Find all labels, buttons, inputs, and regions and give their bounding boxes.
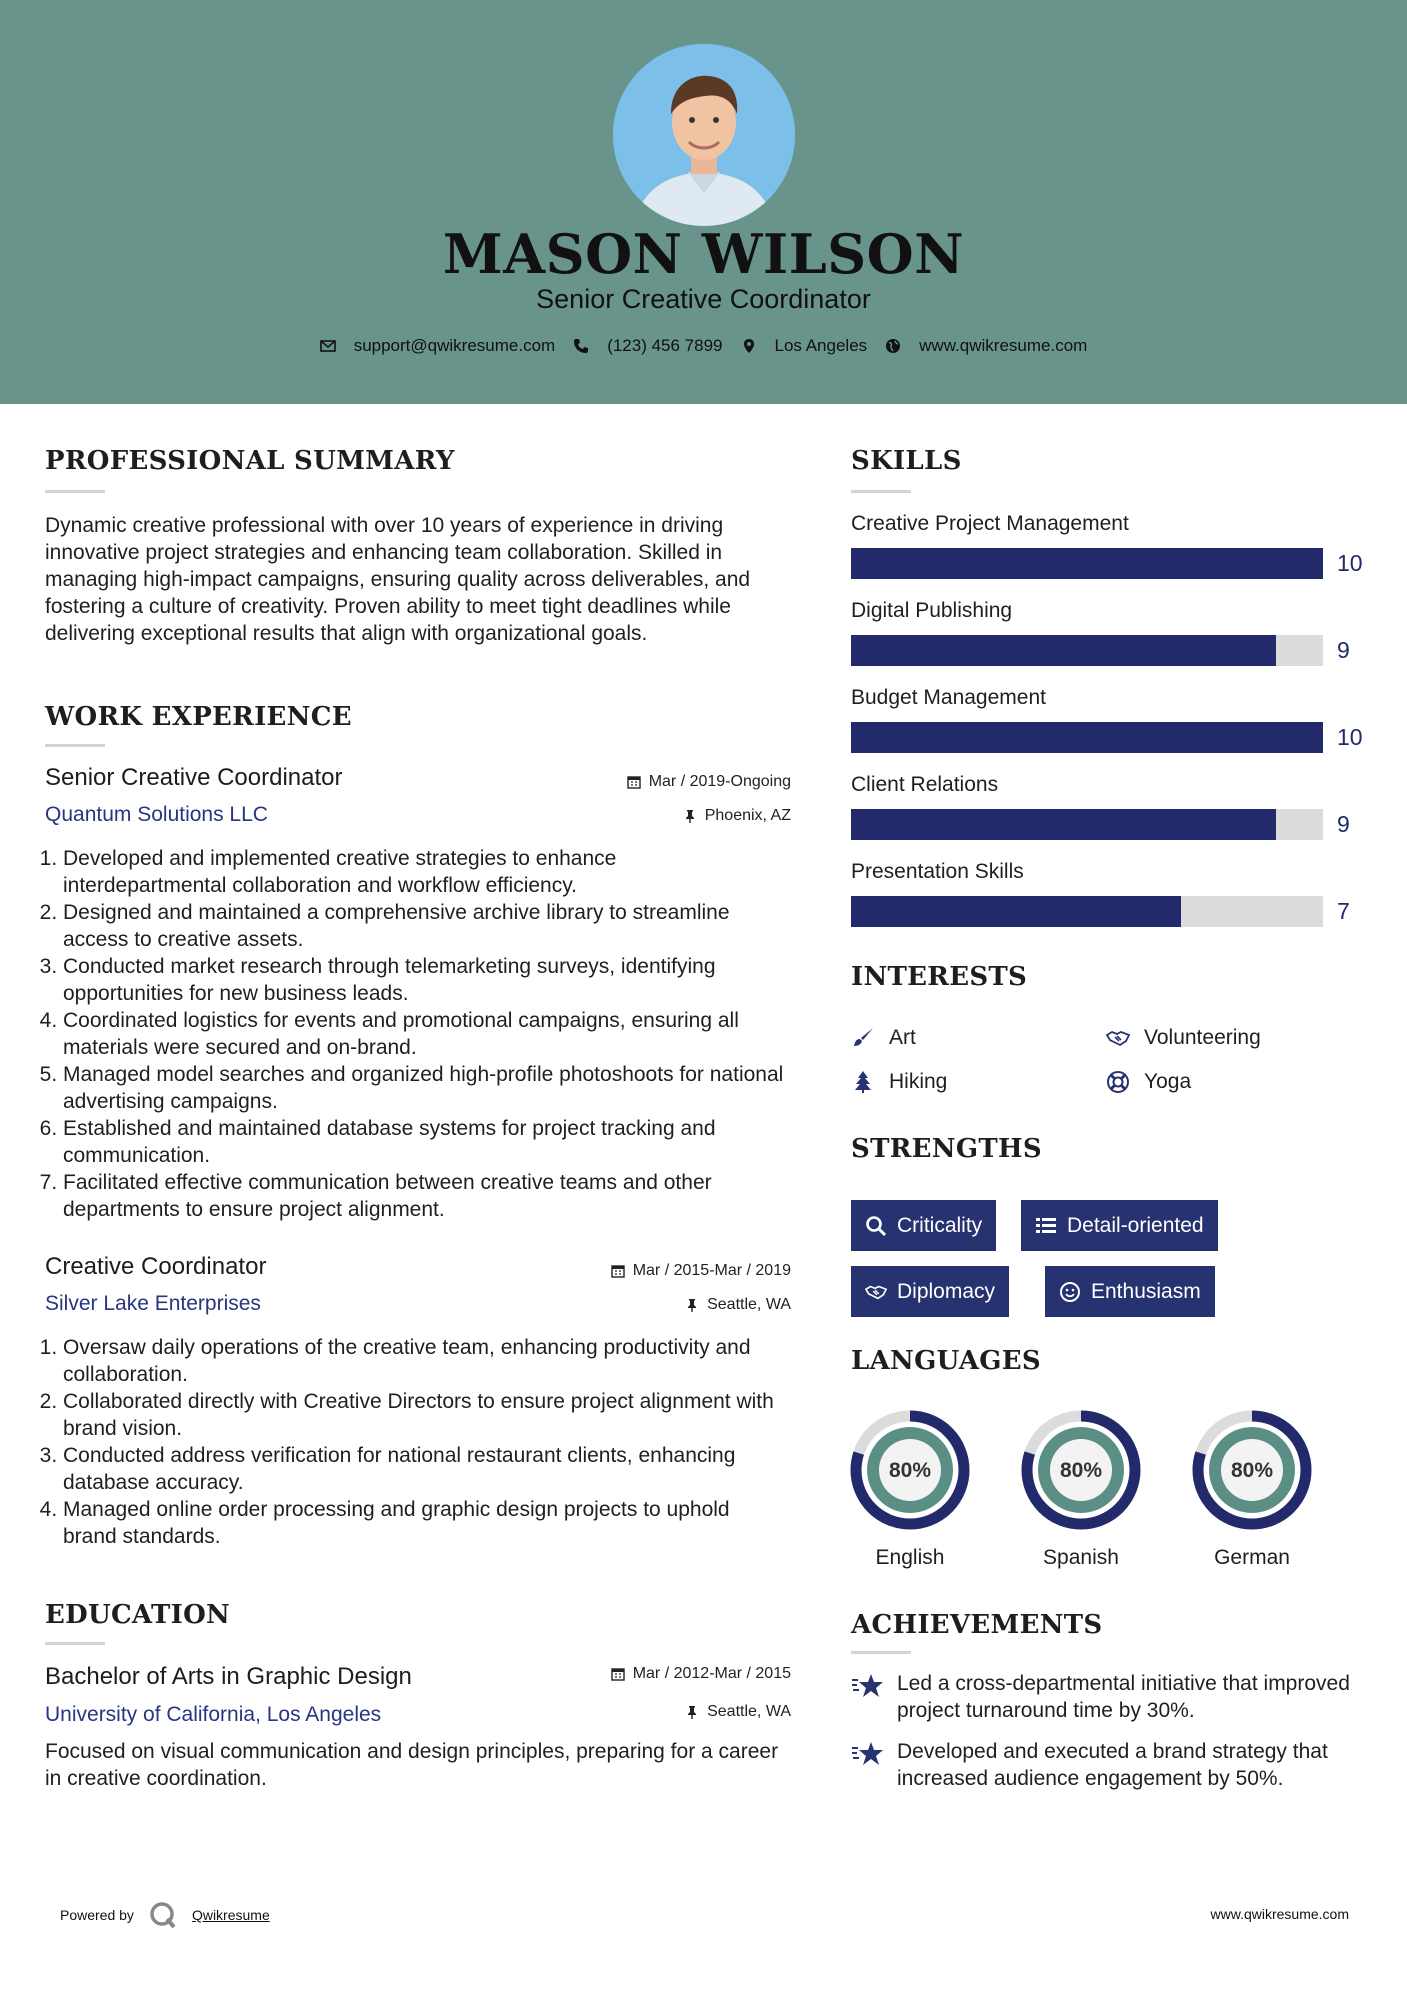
achievements-heading: ACHIEVEMENTS xyxy=(851,1610,1103,1640)
language-item xyxy=(1020,1409,1142,1570)
tree-icon xyxy=(851,1070,875,1094)
skill-name: Presentation Skills xyxy=(851,860,1024,883)
summary-text: Dynamic creative professional with over 10 years of experience in driving innovative project strategies and enhancing team collaboration. Skilled in managing high-impact campaigns, ensuring quality across deliverables, and fostering a culture of creativity. Proven ability to meet tight deadlines while delivering exceptional results that align with organizational goals. xyxy=(45,514,751,645)
job-title: Creative Coordinator xyxy=(45,1253,267,1280)
phone-icon xyxy=(573,338,589,354)
smile-icon xyxy=(1059,1281,1081,1303)
achievement-item xyxy=(851,1670,1361,1724)
list-item: 1. Oversaw daily operations of the creative team, enhancing productivity and collaboration. xyxy=(63,1334,785,1388)
experience-heading: WORK EXPERIENCE xyxy=(45,702,352,732)
summary-heading: PROFESSIONAL SUMMARY xyxy=(45,446,455,476)
achievement-item xyxy=(851,1738,1361,1792)
languages-heading: LANGUAGES xyxy=(851,1346,1041,1376)
lifering-icon xyxy=(1106,1070,1130,1094)
candidate-title: Senior Creative Coordinator xyxy=(536,284,871,314)
skill-value: 9 xyxy=(1337,637,1350,663)
calendar-icon xyxy=(611,1264,625,1278)
job-dates-text: Mar / 2015-Mar / 2019 xyxy=(632,1262,791,1279)
section-divider xyxy=(851,490,911,493)
strength-label: Diplomacy xyxy=(897,1279,996,1303)
list-item: 7. Facilitated effective communication between creative teams and other departments to ensure project alignment. xyxy=(63,1169,785,1223)
language-name: Spanish xyxy=(1043,1546,1119,1569)
interest-label: Hiking xyxy=(889,1070,948,1093)
education-description: Focused on visual communication and design principles, preparing for a career in creative coordination. xyxy=(45,1740,779,1790)
contact-email[interactable] xyxy=(320,336,556,356)
pushpin-icon xyxy=(685,1705,699,1719)
language-ring xyxy=(1020,1409,1142,1531)
language-percent: 80% xyxy=(1230,1459,1274,1482)
star-icon xyxy=(851,1672,885,1700)
strength-label: Detail-oriented xyxy=(1067,1213,1204,1237)
interest-item xyxy=(851,1026,916,1050)
website-text: www.qwikresume.com xyxy=(919,336,1088,355)
job-location xyxy=(520,1296,791,1314)
job-title: Senior Creative Coordinator xyxy=(45,764,343,791)
list-item: 6. Established and maintained database systems for project tracking and communication. xyxy=(63,1115,785,1169)
candidate-name: MASON WILSON xyxy=(442,222,965,286)
education-dates xyxy=(520,1665,791,1683)
skill-bar xyxy=(851,635,1323,666)
job-bullets xyxy=(45,1334,785,1550)
strength-tag xyxy=(851,1200,996,1251)
section-divider xyxy=(851,1651,911,1654)
list-item: 4. Coordinated logistics for events and promotional campaigns, ensuring all materials were secured and on-brand. xyxy=(63,1007,785,1061)
interest-label: Volunteering xyxy=(1144,1026,1261,1049)
skill-bar xyxy=(851,896,1323,927)
skill-bar xyxy=(851,809,1323,840)
job-dates-text: Mar / 2019-Ongoing xyxy=(648,773,791,790)
strengths-heading: STRENGTHS xyxy=(851,1134,1042,1164)
language-ring xyxy=(849,1409,971,1531)
skill-value: 9 xyxy=(1337,811,1350,837)
handshake-icon xyxy=(865,1281,887,1303)
education-location xyxy=(520,1703,791,1721)
strength-label: Enthusiasm xyxy=(1091,1279,1201,1303)
skill-name: Budget Management xyxy=(851,686,1046,709)
paintbrush-icon xyxy=(851,1026,875,1050)
skills-heading: SKILLS xyxy=(851,446,962,476)
phone-text: (123) 456 7899 xyxy=(607,336,723,355)
skill-bar-fill xyxy=(851,722,1323,753)
interest-item xyxy=(851,1070,947,1094)
search-icon xyxy=(865,1215,887,1237)
job-company: Silver Lake Enterprises xyxy=(45,1292,261,1315)
handshake-icon xyxy=(1106,1026,1130,1050)
skill-bar-fill xyxy=(851,548,1323,579)
education-dates-text: Mar / 2012-Mar / 2015 xyxy=(632,1665,791,1682)
profile-photo xyxy=(613,44,795,226)
job-dates xyxy=(520,773,791,791)
language-ring xyxy=(1191,1409,1313,1531)
pushpin-icon xyxy=(685,1298,699,1312)
degree-title: Bachelor of Arts in Graphic Design xyxy=(45,1663,412,1690)
interest-item xyxy=(1106,1070,1191,1094)
contact-bar xyxy=(0,336,1407,356)
list-item: 1. Developed and implemented creative strategies to enhance interdepartmental collaboration and workflow efficiency. xyxy=(63,845,785,899)
skill-bar-fill xyxy=(851,809,1276,840)
qwikresume-logo-icon xyxy=(148,1900,178,1930)
globe-icon xyxy=(885,338,901,354)
interest-item xyxy=(1106,1026,1261,1050)
language-item xyxy=(1191,1409,1313,1570)
footer-url[interactable]: www.qwikresume.com xyxy=(1210,1906,1349,1922)
list-item: 4. Managed online order processing and graphic design projects to uphold brand standards. xyxy=(63,1496,785,1550)
job-location-text: Seattle, WA xyxy=(707,1296,791,1313)
calendar-icon xyxy=(611,1667,625,1681)
skill-bar xyxy=(851,548,1323,579)
skill-value: 10 xyxy=(1337,550,1363,576)
job-bullets xyxy=(45,845,785,1223)
email-text: support@qwikresume.com xyxy=(353,336,556,355)
language-name: English xyxy=(875,1546,945,1569)
school-name: University of California, Los Angeles xyxy=(45,1703,382,1726)
list-item: 2. Collaborated directly with Creative Directors to ensure project alignment with brand vision. xyxy=(63,1388,785,1442)
skill-value: 7 xyxy=(1337,898,1350,924)
list-item: 3. Conducted address verification for national restaurant clients, enhancing database accuracy. xyxy=(63,1442,785,1496)
section-divider xyxy=(45,490,105,493)
footer-powered-by xyxy=(60,1900,270,1930)
strength-label: Criticality xyxy=(897,1213,983,1237)
star-icon xyxy=(851,1740,885,1768)
language-name: German xyxy=(1214,1546,1290,1569)
job-dates xyxy=(520,1262,791,1280)
skill-name: Creative Project Management xyxy=(851,512,1129,535)
pushpin-icon xyxy=(683,809,697,823)
job-location-text: Phoenix, AZ xyxy=(704,807,791,824)
job-company: Quantum Solutions LLC xyxy=(45,803,268,826)
achievement-text: Led a cross-departmental initiative that improved project turnaround time by 30%. xyxy=(897,1672,1350,1722)
list-item: 3. Conducted market research through telemarketing surveys, identifying opportunities for new business leads. xyxy=(63,953,785,1007)
skill-bar-fill xyxy=(851,635,1276,666)
skill-bar-fill xyxy=(851,896,1181,927)
calendar-icon xyxy=(627,775,641,789)
location-text: Los Angeles xyxy=(774,336,868,355)
skill-name: Digital Publishing xyxy=(851,599,1013,622)
language-percent: 80% xyxy=(888,1459,932,1482)
strength-tag xyxy=(1045,1266,1215,1317)
language-percent: 80% xyxy=(1059,1459,1103,1482)
skill-name: Client Relations xyxy=(851,773,999,796)
section-divider xyxy=(45,1642,105,1645)
job-location xyxy=(520,807,791,825)
interest-label: Yoga xyxy=(1144,1070,1192,1093)
education-location-text: Seattle, WA xyxy=(707,1703,791,1720)
language-item xyxy=(849,1409,971,1570)
section-divider xyxy=(45,744,105,747)
list-icon xyxy=(1035,1215,1057,1237)
powered-by-text: Powered by xyxy=(60,1907,134,1923)
contact-phone[interactable] xyxy=(573,336,722,356)
brand-link[interactable]: Qwikresume xyxy=(191,1907,270,1923)
map-pin-icon xyxy=(741,338,757,354)
education-heading: EDUCATION xyxy=(45,1600,231,1630)
avatar xyxy=(613,44,795,226)
envelope-icon xyxy=(320,338,336,354)
skill-bar xyxy=(851,722,1323,753)
contact-website[interactable] xyxy=(885,336,1087,356)
achievement-text: Developed and executed a brand strategy that increased audience engagement by 50%. xyxy=(897,1740,1328,1790)
list-item: 5. Managed model searches and organized high-profile photoshoots for national advertising campaigns. xyxy=(63,1061,785,1115)
strength-tag xyxy=(851,1266,1009,1317)
skill-value: 10 xyxy=(1337,724,1363,750)
contact-location xyxy=(741,336,868,356)
strength-tag xyxy=(1021,1200,1218,1251)
header-banner xyxy=(0,0,1407,404)
list-item: 2. Designed and maintained a comprehensive archive library to streamline access to creative assets. xyxy=(63,899,785,953)
interests-heading: INTERESTS xyxy=(851,962,1028,992)
interest-label: Art xyxy=(889,1026,916,1049)
